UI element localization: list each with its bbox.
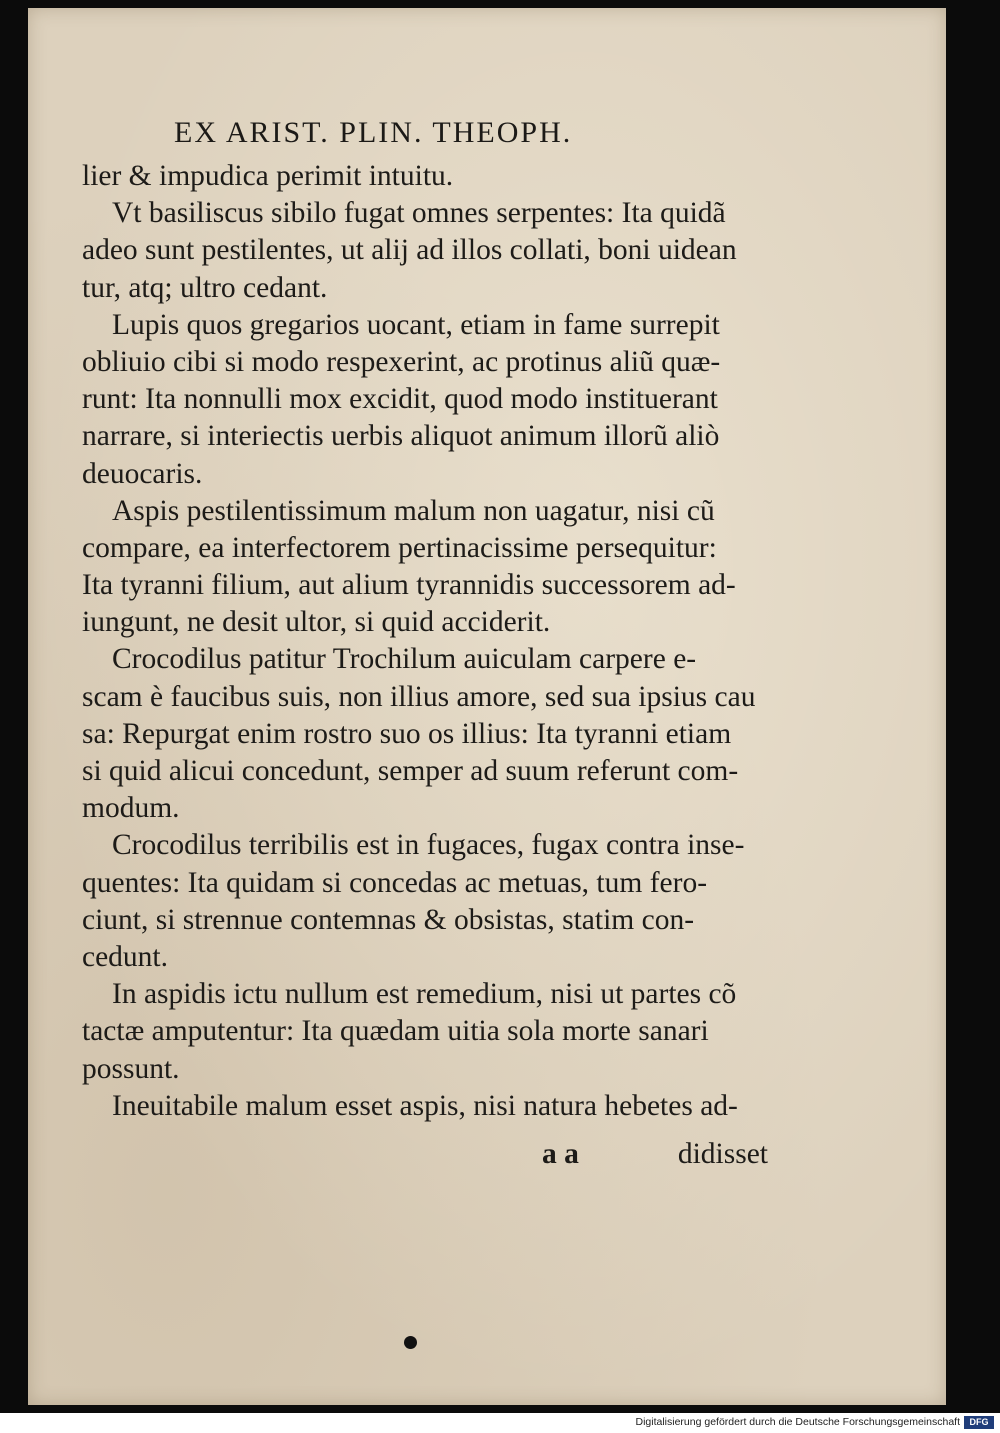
text-line: Aspis pestilentissimum malum non uagatur, nisi cũ (112, 494, 715, 527)
text-line: narrare, si interiectis uerbis aliquot animum illorũ aliò (82, 420, 720, 453)
text-line: Ita tyranni filium, aut alium tyrannidis successorem ad- (82, 569, 736, 602)
ink-dot (404, 1336, 417, 1349)
text-line: compare, ea interfectorem pertinacissime persequitur: (82, 531, 717, 564)
text-line: Lupis quos gregarios uocant, etiam in fame surrepit (112, 308, 720, 341)
text-line: modum. (82, 792, 180, 825)
text-line: In aspidis ictu nullum est remedium, nisi ut partes cõ (112, 978, 737, 1011)
text-line: obliuio cibi si modo respexerint, ac protinus aliũ quæ- (82, 345, 721, 378)
text-line: lier & impudica perimit intuitu. (82, 160, 454, 192)
book-page (28, 8, 946, 1405)
page-foot (82, 1138, 772, 1178)
text-line: Crocodilus terribilis est in fugaces, fugax contra inse- (112, 829, 745, 862)
signature-mark: a a (542, 1138, 579, 1170)
dfg-logo: DFG (964, 1416, 994, 1429)
footer-bar (0, 1413, 1000, 1433)
text-line: deuocaris. (82, 457, 203, 490)
text-line: Ineuitabile malum esset aspis, nisi natura hebetes ad- (112, 1089, 738, 1122)
text-line: ciunt, si strennue contemnas & obsistas, statim con- (82, 903, 695, 936)
body-text (82, 158, 772, 1125)
text-line: quentes: Ita quidam si concedas ac metuas, tum fero- (82, 866, 708, 899)
text-line: cedunt. (82, 940, 169, 973)
text-line: iungunt, ne desit ultor, si quid acciderit. (82, 606, 551, 639)
text-line: scam è faucibus suis, non illius amore, sed sua ipsius cau (82, 680, 756, 713)
text-line: sa: Repurgat enim rostro suo os illius: Ita tyranni etiam (82, 717, 732, 750)
text-line: si quid alicui concedunt, semper ad suum referunt com- (82, 755, 739, 787)
text-line: adeo sunt pestilentes, ut alij ad illos collati, boni uidean (82, 234, 737, 267)
catchword: didisset (677, 1138, 768, 1170)
text-line: tur, atq; ultro cedant. (82, 271, 328, 304)
running-head: EX ARIST. PLIN. THEOPH. (174, 116, 573, 149)
text-line: Crocodilus patitur Trochilum auiculam carpere e- (112, 643, 697, 676)
text-line: tactæ amputentur: Ita quædam uitia sola morte sanari (82, 1015, 709, 1048)
text-line: Vt basiliscus sibilo fugat omnes serpentes: Ita quidã (112, 197, 726, 230)
footer-credit: Digitalisierung gefördert durch die Deutsche Forschungsgemeinschaft (635, 1416, 960, 1428)
text-line: possunt. (82, 1052, 180, 1085)
text-line: runt: Ita nonnulli mox excidit, quod modo instituerant (82, 383, 718, 416)
